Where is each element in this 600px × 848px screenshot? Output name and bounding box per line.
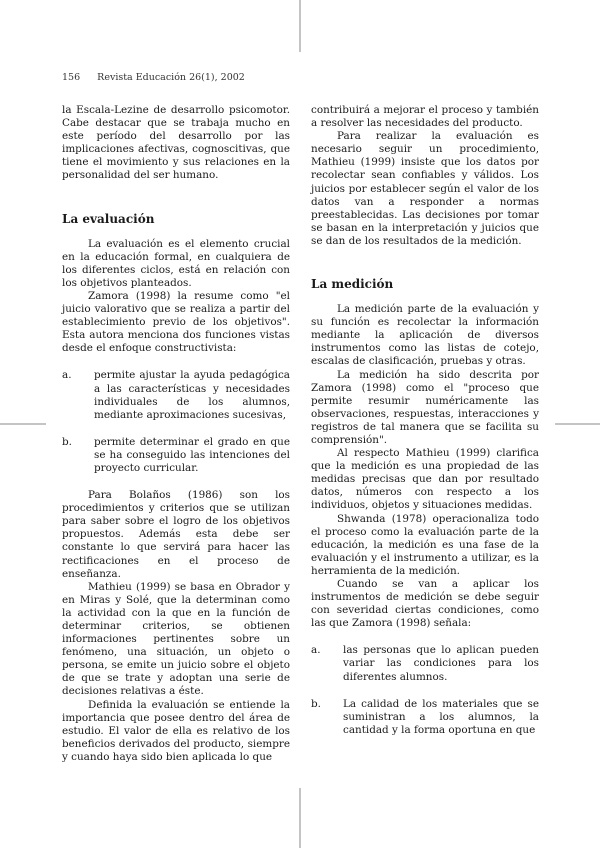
list-item [62, 436, 290, 475]
intro-paragraph: la Escala-Lezine de desarrollo psicomotor. Cabe destacar que se trabaja mucho en este período del desarrollo por las implicaciones afectivas, cognoscitivas, que tiene el movimiento y sus relaciones en la personalidad del ser humano. [62, 104, 290, 182]
crop-mark-right [555, 423, 600, 425]
evaluation-functions-list [62, 369, 290, 475]
page-number: 156 [62, 72, 81, 83]
measurement-conditions-list [311, 644, 539, 737]
list-item [62, 369, 290, 421]
left-column [62, 104, 290, 764]
paragraph: La evaluación es el elemento crucial en la educación formal, en cualquiera de los diferentes ciclos, está en relación con los objetivos planteados. [62, 237, 290, 289]
paragraph: Cuando se van a aplicar los instrumentos de medición se debe seguir con severidad ciertas condiciones, como las que Zamora (1998) señala: [311, 578, 539, 630]
list-item-label: b. [311, 697, 321, 710]
section-heading-evaluacion: La evaluación [62, 211, 155, 226]
list-item-text: La calidad de los materiales que se suministran a los alumnos, la cantidad y la forma oportuna en que [343, 697, 539, 736]
journal-title: Revista Educación 26(1), 2002 [97, 72, 245, 83]
running-header [62, 72, 245, 83]
paragraph: Zamora (1998) la resume como "el juicio valorativo que se realiza a partir del establecimiento previo de los objetivos". Esta autora menciona dos funciones vistas desde el enfoque constructivista: [62, 289, 290, 355]
list-item-label: a. [311, 644, 321, 657]
paragraph: Al respecto Mathieu (1999) clarifica que la medición es una propiedad de las medidas precisas que dan por resultado datos, números con respecto a los individuos, objetos y situaciones medidas. [311, 447, 539, 512]
list-item [311, 644, 539, 683]
crop-mark-left [0, 423, 46, 425]
paragraph: La medición parte de la evaluación y su función es recolectar la información mediante la aplicación de diversos instrumentos como las listas de cotejo, escalas de clasificación, pruebas y otras. [311, 303, 539, 368]
right-column [311, 104, 539, 737]
paragraph: La medición ha sido descrita por Zamora (1998) como el "proceso que permite resumir numéricamente las observaciones, respuestas, interacciones y registros de tal manera que se facilita su comprensión". [311, 368, 539, 446]
paragraph: contribuirá a mejorar el proceso y también a resolver las necesidades del producto. [311, 104, 539, 130]
paragraph: Shwanda (1978) operacionaliza todo el proceso como la evaluación parte de la educación, la medición es una fase de la evaluación y el instrumento a utilizar, es la herramienta de la medición. [311, 512, 539, 577]
crop-mark-top [299, 0, 301, 52]
crop-mark-bottom [299, 788, 301, 848]
list-item [311, 698, 539, 737]
section-heading-medicion: La medición [311, 277, 394, 292]
list-item-text: permite determinar el grado en que se ha conseguido las intenciones del proyecto curricular. [94, 435, 290, 474]
list-item-label: b. [62, 435, 72, 448]
paragraph: Mathieu (1999) se basa en Obrador y en Miras y Solé, que la determinan como la actividad con la que en la función de determinar criterios, se obtienen informaciones pertinentes sobre un fenómeno, una situación, un objeto o persona, se emite un juicio sobre el objeto de que se trate y adoptan una serie de decisiones relativas a éste. [62, 580, 290, 698]
list-item-text: las personas que lo aplican pueden variar las condiciones para los diferentes alumnos. [343, 644, 539, 683]
paragraph: Para Bolaños (1986) son los procedimientos y criterios que se utilizan para saber sobre el logro de los objetivos propuestos. Además esta debe ser constante lo que servirá para hacer las rectificaciones en el proceso de enseñanza. [62, 489, 290, 580]
list-item-label: a. [62, 369, 72, 382]
paragraph: Definida la evaluación se entiende la importancia que posee dentro del área de estudio. El valor de ella es relativo de los beneficios derivados del producto, siempre y cuando haya sido bien aplicada lo que [62, 698, 290, 763]
paragraph: Para realizar la evaluación es necesario seguir un procedimiento, Mathieu (1999) insiste que los datos por recolectar sean confiables y válidos. Los juicios por establecer según el valor de los datos van a responder a normas preestablecidas. Las decisiones por tomar se basan en la interpretación y juicios que se dan de los resultados de la medición. [311, 130, 539, 247]
list-item-text: permite ajustar la ayuda pedagógica a las características y necesidades individuales de los alumnos, mediante aproximaciones sucesivas, [94, 369, 290, 421]
